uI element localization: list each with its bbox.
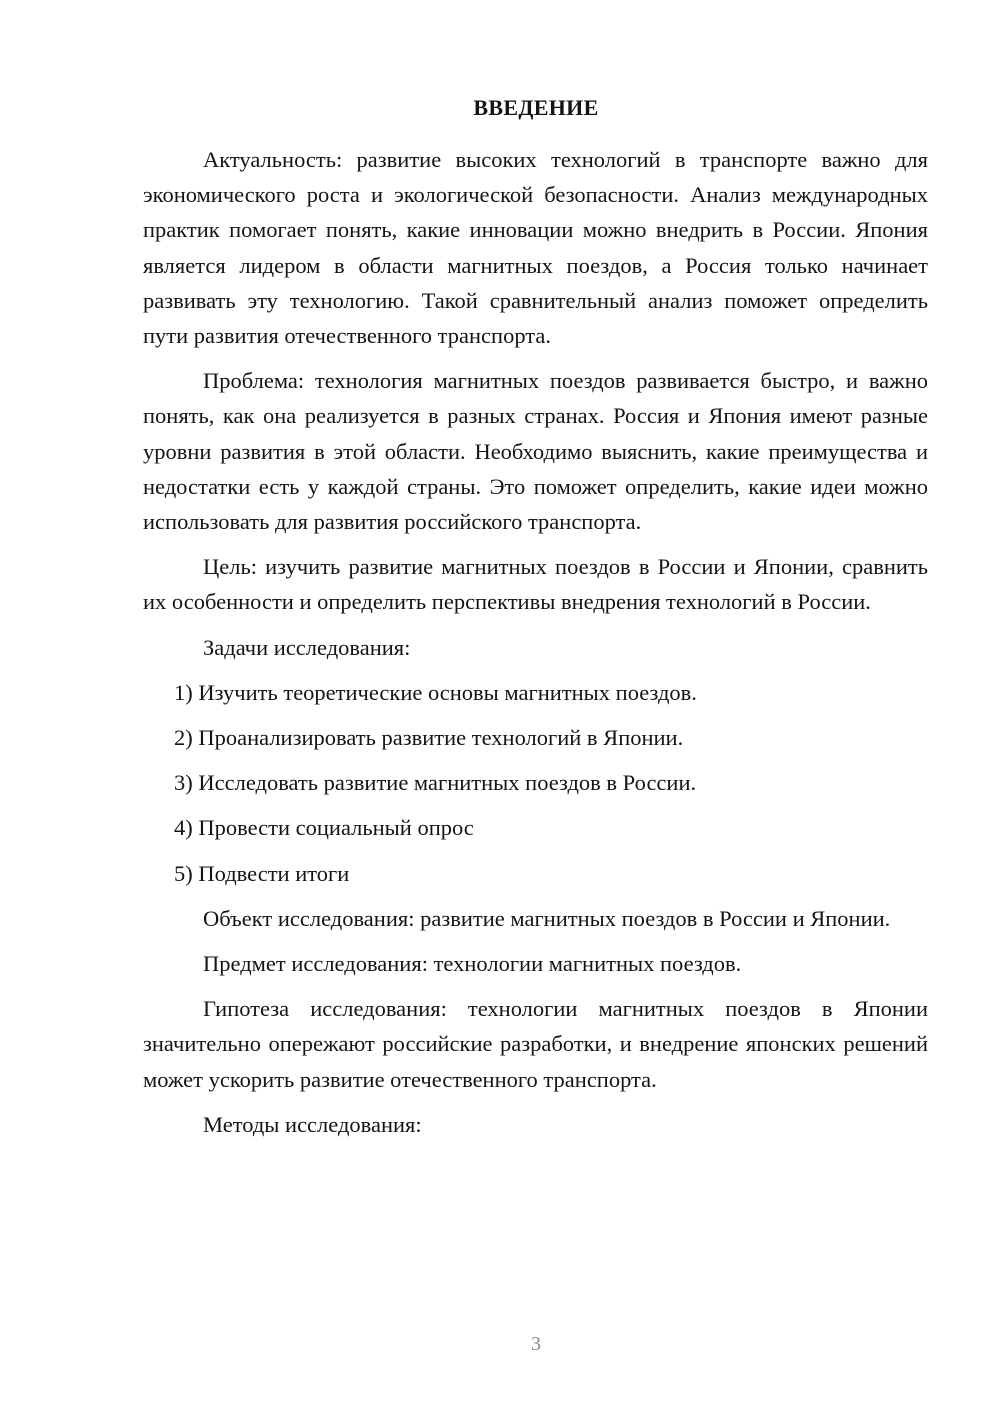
page-number: 3 bbox=[531, 1333, 541, 1355]
paragraph-subject: Предмет исследования: технологии магнитных поездов. bbox=[203, 951, 742, 977]
list-item: 3) Исследовать развитие магнитных поездов в России. bbox=[174, 770, 697, 796]
list-item: 1) Изучить теоретические основы магнитных поездов. bbox=[174, 679, 697, 705]
list-item: 4) Провести социальный опрос bbox=[174, 815, 474, 841]
paragraph-relevance: Актуальность: развитие высоких технологий в транспорте важно для экономического роста и экологической безопасности. Анализ международных практик помогает понять, какие инновации можно внедрить в России. Япония является лидером в области магнитных поездов, а Россия только начинает развивать эту технологию. Такой сравнительный анализ поможет определить пути развития отечественного транспорта. bbox=[143, 147, 928, 349]
paragraph-problem: Проблема: технология магнитных поездов развивается быстро, и важно понять, как она реализуется в разных странах. Россия и Япония имеют разные уровни развития в этой области. Необходимо выяснить, какие преимущества и недостатки есть у каждой страны. Это поможет определить, какие идеи можно использовать для развития российского транспорта. bbox=[143, 368, 928, 535]
section-heading: ВВЕДЕНИЕ bbox=[473, 95, 599, 120]
body-text bbox=[143, 142, 928, 1152]
paragraph-goal: Цель: изучить развитие магнитных поездов в России и Японии, сравнить их особенности и определить перспективы внедрения технологий в России. bbox=[143, 554, 928, 615]
paragraph-hypothesis: Гипотеза исследования: технологии магнитных поездов в Японии значительно опережают российские разработки, и внедрение японских решений может ускорить развитие отечественного транспорта. bbox=[143, 996, 928, 1092]
paragraph-methods: Методы исследования: bbox=[203, 1111, 422, 1137]
list-item: 2) Проанализировать развитие технологий в Японии. bbox=[174, 725, 684, 751]
tasks-list bbox=[143, 675, 928, 891]
paragraph-object: Объект исследования: развитие магнитных поездов в России и Японии. bbox=[203, 905, 891, 931]
tasks-intro: Задачи исследования: bbox=[203, 634, 411, 660]
list-item: 5) Подвести итоги bbox=[174, 860, 350, 886]
